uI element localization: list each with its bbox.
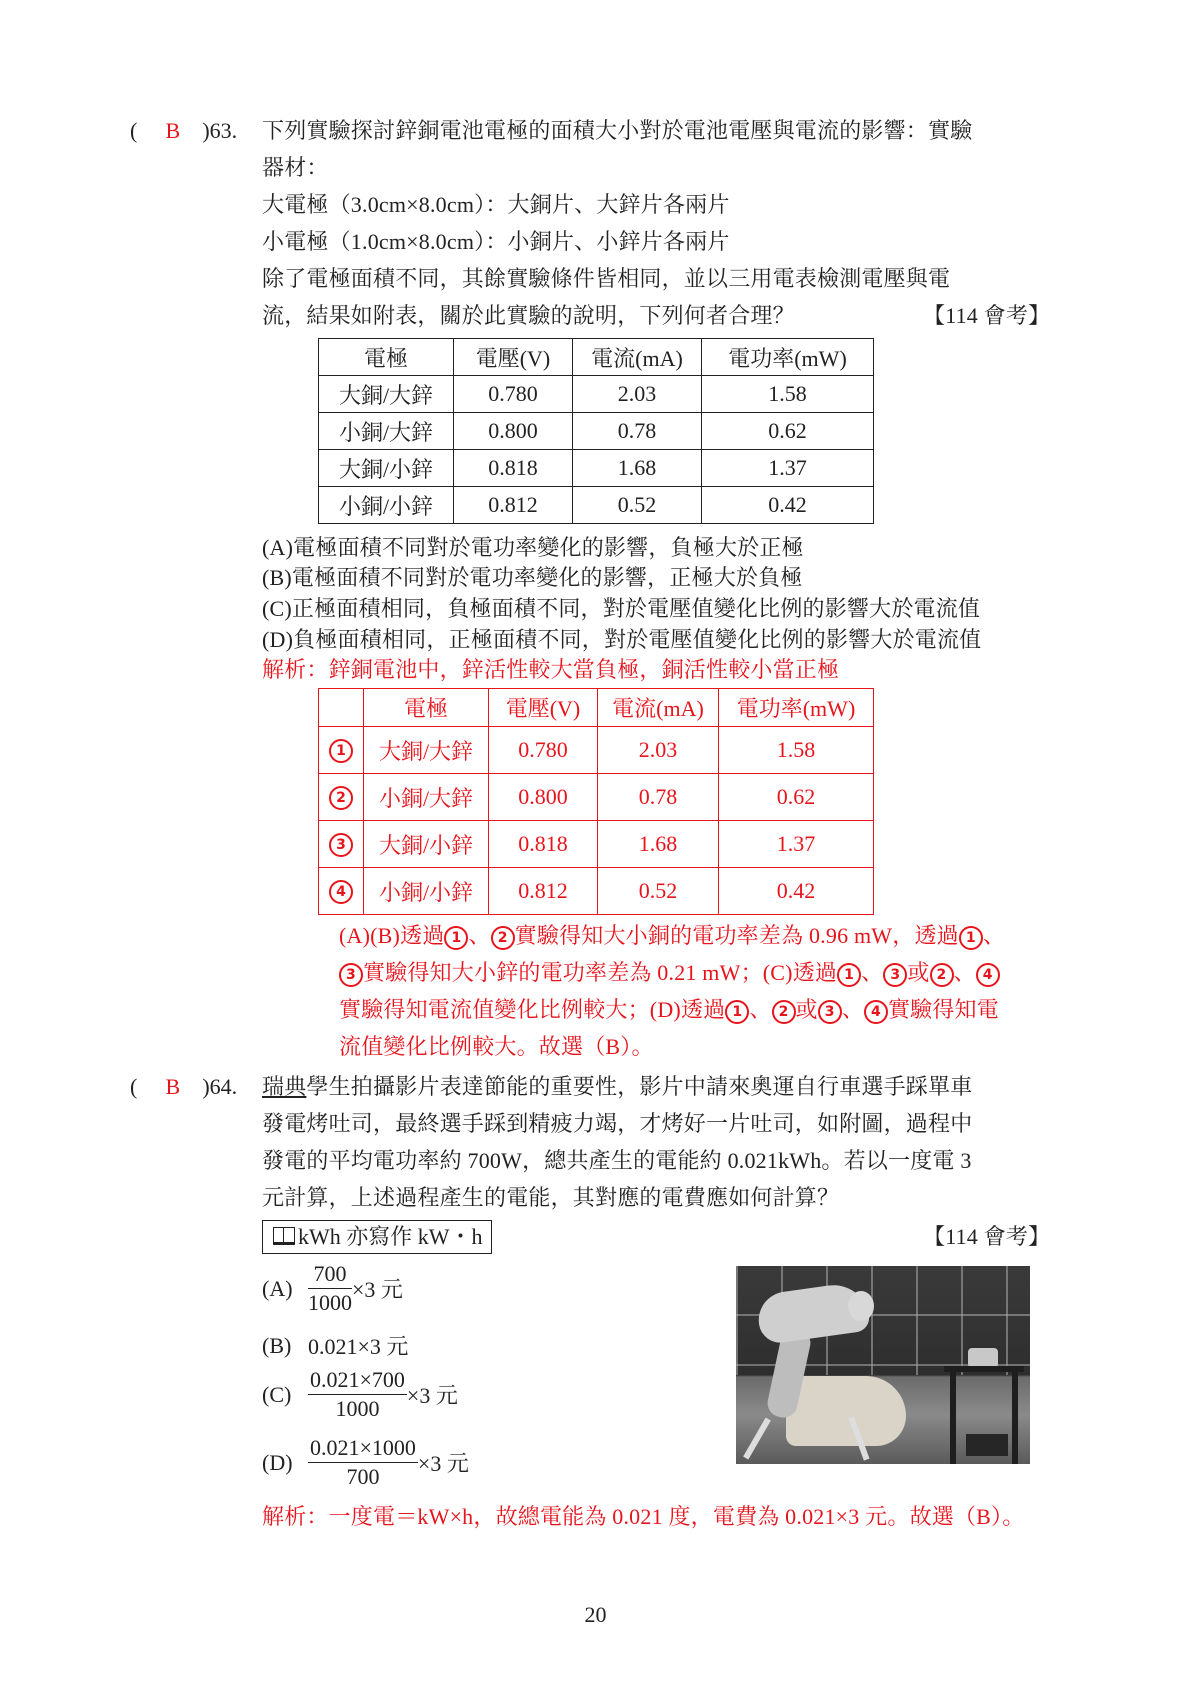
q63-paren-open: ( — [130, 118, 138, 143]
text-span: (A)(B)透過 — [339, 923, 445, 948]
table-cell: 0.818 — [454, 450, 573, 487]
numerator: 700 — [308, 1260, 352, 1289]
q63-number: )63. — [202, 118, 238, 143]
table-header-cell — [319, 689, 364, 727]
table-row — [319, 413, 874, 450]
circled-number-2: 2 — [491, 926, 515, 950]
q64-option-b — [262, 1330, 408, 1361]
table-cell: 2.03 — [573, 376, 702, 413]
side-table-leg — [950, 1372, 956, 1464]
table-cell: 0.52 — [598, 868, 719, 915]
circled-number-1: 1 — [837, 963, 861, 987]
table-cell: 1.58 — [719, 727, 874, 774]
table-cell: 0.780 — [489, 727, 598, 774]
circled-number-1: 1 — [725, 1000, 749, 1024]
text-span: 實驗得知大小銅的電功率差為 0.96 mW，透過 — [514, 923, 959, 948]
option-label: (D) — [262, 1449, 293, 1475]
q63-analysis-line-2 — [339, 958, 1000, 988]
circled-number-1: 1 — [959, 926, 983, 950]
option-text: 0.021×3 元 — [308, 1334, 409, 1359]
text-span: 、 — [861, 960, 884, 985]
table-cell: 小銅/大鋅 — [319, 413, 454, 450]
table-header-cell: 電流(mA) — [598, 689, 719, 727]
fraction — [308, 1260, 352, 1317]
numerator: 0.021×1000 — [308, 1434, 418, 1463]
circled-number-3: 3 — [883, 963, 907, 987]
text-span: 或 — [907, 960, 930, 985]
q63-header — [130, 116, 237, 146]
option-label: (B) — [262, 1332, 292, 1358]
q63-analysis-line-1 — [339, 921, 1005, 951]
table-cell: 0.62 — [719, 774, 874, 821]
table-cell: 1.58 — [702, 376, 874, 413]
text-span: 、 — [982, 923, 1006, 948]
table-cell: 0.78 — [573, 413, 702, 450]
q63-stem-line-5: 除了電極面積不同，其餘實驗條件皆相同，並以三用電表檢測電壓與電 — [262, 266, 951, 291]
table-row — [319, 774, 874, 821]
q64-answer: B — [165, 1074, 181, 1099]
q63-analysis-intro: 解析：鋅銅電池中，鋅活性較大當負極，銅活性較小當正極 — [262, 657, 840, 682]
q63-option-a: (A)電極面積不同對於電功率變化的影響，負極大於正極 — [262, 535, 804, 560]
table-header-cell: 電極 — [364, 689, 489, 727]
bike-leg — [743, 1418, 771, 1460]
q64-underlined-term: 瑞典 — [262, 1074, 307, 1099]
circled-number-4: 4 — [329, 880, 353, 904]
table-header-cell: 電功率(mW) — [719, 689, 874, 727]
q64-stem-line-3: 發電的平均電功率約 700W，總共產生的電能約 0.021kWh。若以一度電 3 — [262, 1148, 972, 1173]
q64-stem-line-4: 元計算，上述過程產生的電能，其對應的電費應如何計算？ — [262, 1185, 840, 1210]
circled-number-2: 2 — [930, 963, 954, 987]
table-header-row — [319, 339, 874, 376]
fraction — [308, 1434, 418, 1491]
side-table-leg — [1012, 1372, 1018, 1464]
table-cell: 0.812 — [454, 487, 573, 524]
table-cell: 大銅/小鋅 — [319, 450, 454, 487]
text-span: 或 — [795, 997, 818, 1022]
table-cell: 0.42 — [702, 487, 874, 524]
q64-option-a — [262, 1260, 403, 1317]
table-cell: 1.68 — [573, 450, 702, 487]
q63-stem-line-4: 小電極（1.0cm×8.0cm）：小銅片、小鋅片各兩片 — [262, 229, 730, 254]
q64-number: )64. — [202, 1074, 238, 1099]
table-header-cell: 電壓(V) — [489, 689, 598, 727]
table-row — [319, 450, 874, 487]
table-cell: 2.03 — [598, 727, 719, 774]
table-cell: 小銅/小鋅 — [319, 487, 454, 524]
text-span: 實驗得知電 — [887, 997, 999, 1022]
table-header-cell: 電極 — [319, 339, 454, 376]
q63-option-c: (C)正極面積相同，負極面積不同，對於電壓值變化比例的影響大於電流值 — [262, 596, 981, 621]
table-cell: 0.42 — [719, 868, 874, 915]
q64-stem-line-2: 發電烤吐司，最終選手踩到精疲力竭，才烤好一片吐司，如附圖，過程中 — [262, 1111, 973, 1136]
q64-paren-open: ( — [130, 1074, 138, 1099]
text-span: 、 — [953, 960, 976, 985]
q63-data-table — [318, 338, 874, 524]
table-row — [319, 487, 874, 524]
book-icon — [273, 1227, 295, 1245]
q63-stem-line-3: 大電極（3.0cm×8.0cm）：大銅片、大鋅片各兩片 — [262, 192, 730, 217]
text-span: 、 — [749, 997, 772, 1022]
table-cell: 0.812 — [489, 868, 598, 915]
table-row — [319, 821, 874, 868]
table-header-row — [319, 689, 874, 727]
table-cell: 1.37 — [719, 821, 874, 868]
text-span: 、 — [468, 923, 491, 948]
q64-source: 【114 會考】 — [923, 1224, 1051, 1249]
circled-number-1: 1 — [329, 739, 353, 763]
q63-stem-line-6: 流，結果如附表，關於此實驗的說明，下列何者合理？ — [262, 303, 795, 328]
table-cell — [319, 821, 364, 868]
cyclist-toaster-photo — [736, 1266, 1030, 1464]
table-cell: 大銅/大鋅 — [364, 727, 489, 774]
table-cell: 0.818 — [489, 821, 598, 868]
text-span: 實驗得知大小鋅的電功率差為 0.21 mW；(C)透過 — [363, 960, 838, 985]
toaster — [968, 1348, 998, 1368]
option-suffix: ×3 元 — [352, 1277, 403, 1302]
q63-analysis-table — [318, 688, 874, 915]
text-span: 學生拍攝影片表達節能的重要性，影片中請來奧運自行車選手踩單車 — [306, 1074, 973, 1099]
q64-analysis: 解析：一度電＝kW×h，故總電能為 0.021 度，電費為 0.021×3 元。故選（B）。 — [262, 1504, 1025, 1529]
q63-analysis-line-3 — [339, 995, 999, 1025]
table-cell: 大銅/小鋅 — [364, 821, 489, 868]
text-span: 實驗得知電流值變化比例較大；(D)透過 — [339, 997, 726, 1022]
circled-number-2: 2 — [329, 786, 353, 810]
q64-header — [130, 1072, 237, 1102]
circled-number-2: 2 — [772, 1000, 796, 1024]
q64-option-d — [262, 1434, 469, 1491]
q63-source: 【114 會考】 — [923, 303, 1051, 328]
q63-option-b: (B)電極面積不同對於電功率變化的影響，正極大於負極 — [262, 565, 803, 590]
denominator: 1000 — [308, 1290, 352, 1315]
numerator: 0.021×700 — [308, 1366, 407, 1395]
option-label: (A) — [262, 1275, 293, 1301]
table-header-cell: 電壓(V) — [454, 339, 573, 376]
q64-stem-line-1 — [262, 1072, 972, 1102]
table-row — [319, 727, 874, 774]
power-box — [966, 1434, 1008, 1456]
table-cell: 1.37 — [702, 450, 874, 487]
table-cell: 0.52 — [573, 487, 702, 524]
page-number: 20 — [584, 1602, 607, 1627]
table-cell — [319, 868, 364, 915]
q63-stem-line-2: 器材： — [262, 155, 329, 180]
option-suffix: ×3 元 — [406, 1383, 458, 1408]
table-header-cell: 電流(mA) — [573, 339, 702, 376]
circled-number-3: 3 — [339, 963, 363, 987]
denominator: 1000 — [335, 1396, 380, 1421]
table-cell: 0.800 — [489, 774, 598, 821]
denominator: 700 — [346, 1464, 380, 1489]
table-cell: 0.78 — [598, 774, 719, 821]
table-cell: 大銅/大鋅 — [319, 376, 454, 413]
rider-head — [848, 1291, 874, 1321]
circled-number-4: 4 — [864, 1000, 888, 1024]
q63-analysis-line-4: 流值變化比例較大。故選（B）。 — [339, 1034, 654, 1059]
option-label: (C) — [262, 1381, 292, 1407]
q63-stem-line-1: 下列實驗探討鋅銅電池電極的面積大小對於電池電壓與電流的影響：實驗 — [262, 118, 973, 143]
q64-tip-box — [262, 1220, 492, 1254]
table-cell — [319, 727, 364, 774]
q63-option-d: (D)負極面積相同，正極面積不同，對於電壓值變化比例的影響大於電流值 — [262, 627, 982, 652]
circled-number-3: 3 — [818, 1000, 842, 1024]
table-cell: 小銅/大鋅 — [364, 774, 489, 821]
option-suffix: ×3 元 — [417, 1451, 469, 1476]
q64-option-c — [262, 1366, 458, 1423]
q63-answer: B — [165, 118, 181, 143]
text-span: 、 — [841, 997, 864, 1022]
circled-number-4: 4 — [976, 963, 1000, 987]
circled-number-3: 3 — [329, 833, 353, 857]
table-cell: 0.62 — [702, 413, 874, 450]
table-cell: 小銅/小鋅 — [364, 868, 489, 915]
table-cell: 0.780 — [454, 376, 573, 413]
bike-frame — [786, 1376, 906, 1446]
table-row — [319, 868, 874, 915]
table-cell — [319, 774, 364, 821]
table-cell: 0.800 — [454, 413, 573, 450]
table-header-cell: 電功率(mW) — [702, 339, 874, 376]
circled-number-1: 1 — [444, 926, 468, 950]
table-cell: 1.68 — [598, 821, 719, 868]
fraction — [308, 1366, 407, 1423]
tip-text: kWh 亦寫作 kW・h — [298, 1224, 483, 1249]
table-row — [319, 376, 874, 413]
